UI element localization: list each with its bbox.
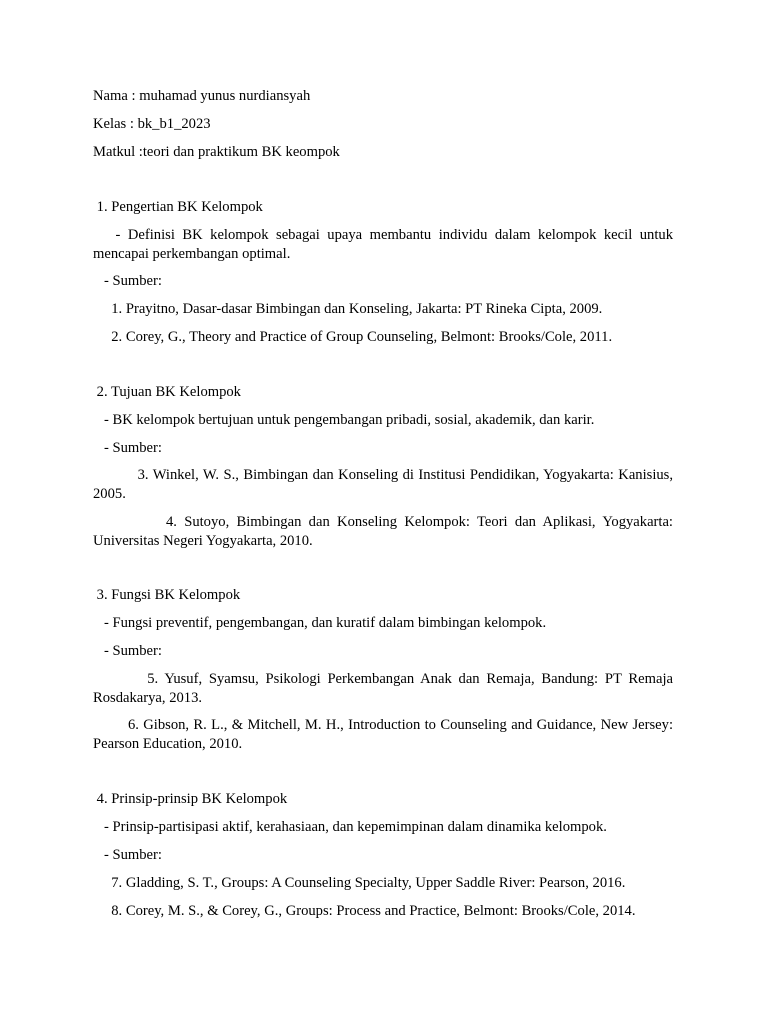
source-label: - Sumber:: [93, 440, 162, 456]
section-description: - Prinsip-partisipasi aktif, kerahasiaan, dan kepemimpinan dalam dinamika kelompok.: [93, 819, 607, 835]
reference-item: 8. Corey, M. S., & Corey, G., Groups: Process and Practice, Belmont: Brooks/Cole, 2014.: [93, 903, 636, 919]
source-label: - Sumber:: [93, 643, 162, 659]
reference-item: 7. Gladding, S. T., Groups: A Counseling Specialty, Upper Saddle River: Pearson, 2016.: [93, 875, 626, 891]
section-heading: 1. Pengertian BK Kelompok: [93, 199, 263, 215]
reference-item: 3. Winkel, W. S., Bimbingan dan Konseling di Institusi Pendidikan, Yogyakarta: Kanisius, 2005.: [93, 467, 677, 502]
section-heading: 2. Tujuan BK Kelompok: [93, 384, 241, 400]
section-description: - Fungsi preventif, pengembangan, dan kuratif dalam bimbingan kelompok.: [93, 615, 547, 631]
reference-item: 6. Gibson, R. L., & Mitchell, M. H., Introduction to Counseling and Guidance, New Jersey: Pearson Education, 2010.: [93, 717, 677, 752]
reference-item: 1. Prayitno, Dasar-dasar Bimbingan dan Konseling, Jakarta: PT Rineka Cipta, 2009.: [93, 301, 603, 317]
source-label: - Sumber:: [93, 273, 162, 289]
course-name: Matkul :teori dan praktikum BK keompok: [93, 144, 340, 160]
section-heading: 3. Fungsi BK Kelompok: [93, 587, 241, 603]
section-description: - BK kelompok bertujuan untuk pengembangan pribadi, sosial, akademik, dan karir.: [93, 412, 595, 428]
student-class: Kelas : bk_b1_2023: [93, 116, 211, 132]
reference-item: 2. Corey, G., Theory and Practice of Group Counseling, Belmont: Brooks/Cole, 2011.: [93, 329, 613, 345]
source-label: - Sumber:: [93, 847, 162, 863]
student-name: Nama : muhamad yunus nurdiansyah: [93, 88, 311, 104]
reference-item: 5. Yusuf, Syamsu, Psikologi Perkembangan Anak dan Remaja, Bandung: PT Remaja Rosdakarya, 2013.: [93, 671, 677, 706]
section-description: - Definisi BK kelompok sebagai upaya membantu individu dalam kelompok kecil untuk mencapai perkembangan optimal.: [93, 227, 677, 262]
section-heading: 4. Prinsip-prinsip BK Kelompok: [93, 791, 288, 807]
reference-item: 4. Sutoyo, Bimbingan dan Konseling Kelompok: Teori dan Aplikasi, Yogyakarta: Universitas Negeri Yogyakarta, 2010.: [93, 514, 677, 549]
